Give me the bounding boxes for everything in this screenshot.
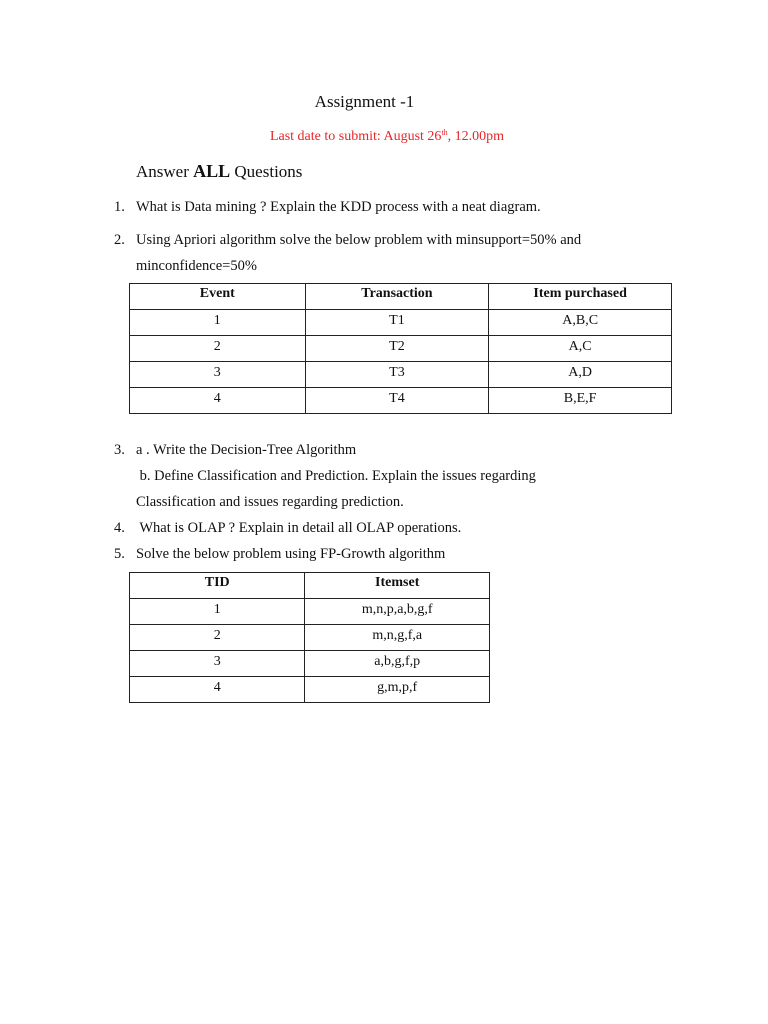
- table-row: [130, 362, 672, 388]
- table-row: [130, 677, 490, 703]
- question-number: 4.: [114, 520, 125, 536]
- question-3-part-b-continued: Classification and issues regarding prediction.: [136, 494, 404, 510]
- table-cell: A,B,C: [489, 310, 672, 336]
- table-cell: 4: [130, 388, 306, 414]
- deadline-time: , 12.00pm: [447, 129, 505, 144]
- column-header-transaction: Transaction: [305, 284, 489, 310]
- table-cell: a,b,g,f,p: [305, 651, 490, 677]
- question-number: 5.: [114, 546, 125, 562]
- table-cell: T4: [305, 388, 489, 414]
- question-number: 3.: [114, 442, 125, 458]
- table-cell: 3: [130, 362, 306, 388]
- instructions: [136, 161, 302, 182]
- table-cell: T3: [305, 362, 489, 388]
- assignment-title: Assignment -1: [314, 92, 415, 111]
- question-text: What is Data mining ? Explain the KDD process with a neat diagram.: [136, 199, 541, 215]
- question-2-continued: minconfidence=50%: [136, 258, 257, 274]
- table-cell: 4: [130, 677, 305, 703]
- table-cell: A,D: [489, 362, 672, 388]
- question-text: Solve the below problem using FP-Growth algorithm: [136, 546, 446, 562]
- column-header-event: Event: [130, 284, 306, 310]
- question-text: Using Apriori algorithm solve the below problem with minsupport=50% and: [136, 232, 582, 248]
- table-row: [130, 625, 490, 651]
- fp-growth-itemset-table: [129, 572, 490, 703]
- table-cell: g,m,p,f: [305, 677, 490, 703]
- table-cell: 1: [130, 310, 306, 336]
- instructions-emphasis: ALL: [193, 161, 231, 181]
- question-text: What is OLAP ? Explain in detail all OLAP operations.: [136, 520, 462, 536]
- question-number: 1.: [114, 199, 125, 215]
- table-cell: 1: [130, 599, 305, 625]
- column-header-item-purchased: Item purchased: [489, 284, 672, 310]
- table-row: [130, 651, 490, 677]
- table-header-row: [130, 284, 672, 310]
- question-3-part-b: b. Define Classification and Prediction. Explain the issues regarding: [136, 468, 536, 484]
- table-cell: 2: [130, 336, 306, 362]
- table-row: [130, 336, 672, 362]
- instructions-suffix: Questions: [230, 162, 303, 181]
- table-cell: 3: [130, 651, 305, 677]
- table-row: [130, 599, 490, 625]
- column-header-tid: TID: [130, 573, 305, 599]
- apriori-transactions-table: [129, 283, 672, 414]
- question-text-part-a: a . Write the Decision-Tree Algorithm: [136, 442, 357, 458]
- table-row: [130, 310, 672, 336]
- table-row: [130, 388, 672, 414]
- deadline-ordinal: th: [441, 128, 448, 137]
- question-number: 2.: [114, 232, 125, 248]
- column-header-itemset: Itemset: [305, 573, 490, 599]
- table-cell: T1: [305, 310, 489, 336]
- submission-deadline: [0, 129, 768, 145]
- table-header-row: [130, 573, 490, 599]
- deadline-text: Last date to submit: August 26: [269, 129, 442, 144]
- table-cell: m,n,p,a,b,g,f: [305, 599, 490, 625]
- instructions-prefix: Answer: [136, 162, 194, 181]
- table-cell: B,E,F: [489, 388, 672, 414]
- table-cell: m,n,g,f,a: [305, 625, 490, 651]
- table-cell: T2: [305, 336, 489, 362]
- table-cell: 2: [130, 625, 305, 651]
- table-cell: A,C: [489, 336, 672, 362]
